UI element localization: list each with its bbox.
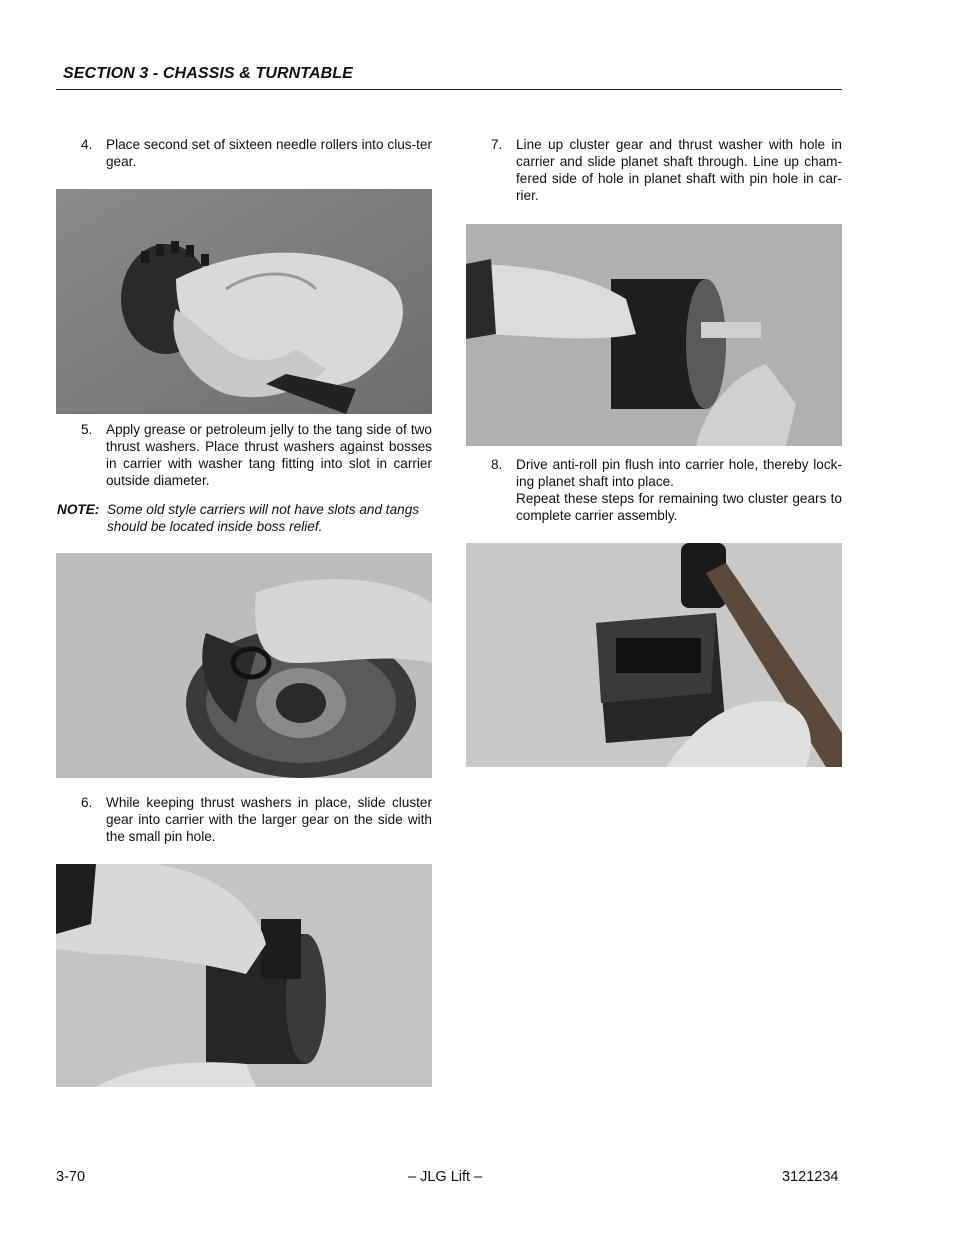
step-text bbox=[516, 456, 842, 524]
note-text: Some old style carriers will not have slots and tangs should be located inside boss relief. bbox=[107, 502, 420, 534]
step-text: Line up cluster gear and thrust washer with hole in carrier and slide planet shaft through. Line up cham-fered side of hole in planet shaft with pin hole in car-rier. bbox=[516, 137, 842, 203]
step-number: 4. bbox=[81, 137, 93, 152]
photo-anti-roll-pin bbox=[466, 543, 842, 767]
footer-doc-number: 3121234 bbox=[782, 1169, 839, 1185]
step-7 bbox=[491, 136, 842, 206]
step-number: 8. bbox=[491, 457, 503, 472]
section-title: SECTION 3 - CHASSIS & TURNTABLE bbox=[63, 65, 353, 82]
step-4 bbox=[81, 136, 432, 172]
step-6 bbox=[81, 794, 432, 846]
step-text: Place second set of sixteen needle rollers into clus-ter gear. bbox=[106, 137, 432, 169]
step-text-line-2: Repeat these steps for remaining two cluster gears to complete carrier assembly. bbox=[516, 491, 842, 523]
photo-thrust-washers bbox=[56, 553, 432, 778]
step-number: 7. bbox=[491, 137, 503, 152]
photo-planet-shaft bbox=[466, 224, 842, 446]
photo-needle-rollers bbox=[56, 189, 432, 414]
footer-page-number: 3-70 bbox=[56, 1169, 86, 1185]
footer-publisher: – JLG Lift – bbox=[408, 1169, 483, 1185]
step-number: 5. bbox=[81, 422, 93, 437]
note-block bbox=[57, 501, 433, 537]
step-text: Apply grease or petroleum jelly to the tang side of two thrust washers. Place thrust washers against bosses in carrier with washer tang fitting into slot in carrier outside diameter. bbox=[106, 422, 432, 488]
step-text-line-1: Drive anti-roll pin flush into carrier hole, thereby lock-ing planet shaft into place. bbox=[516, 457, 842, 489]
note-label: NOTE: bbox=[57, 502, 100, 517]
header-divider bbox=[56, 89, 842, 90]
step-number: 6. bbox=[81, 795, 93, 810]
photo-cluster-gear bbox=[56, 864, 432, 1087]
step-text: While keeping thrust washers in place, slide cluster gear into carrier with the larger gear on the side with the small pin hole. bbox=[106, 795, 432, 844]
step-8 bbox=[491, 456, 842, 526]
step-5 bbox=[81, 421, 432, 491]
